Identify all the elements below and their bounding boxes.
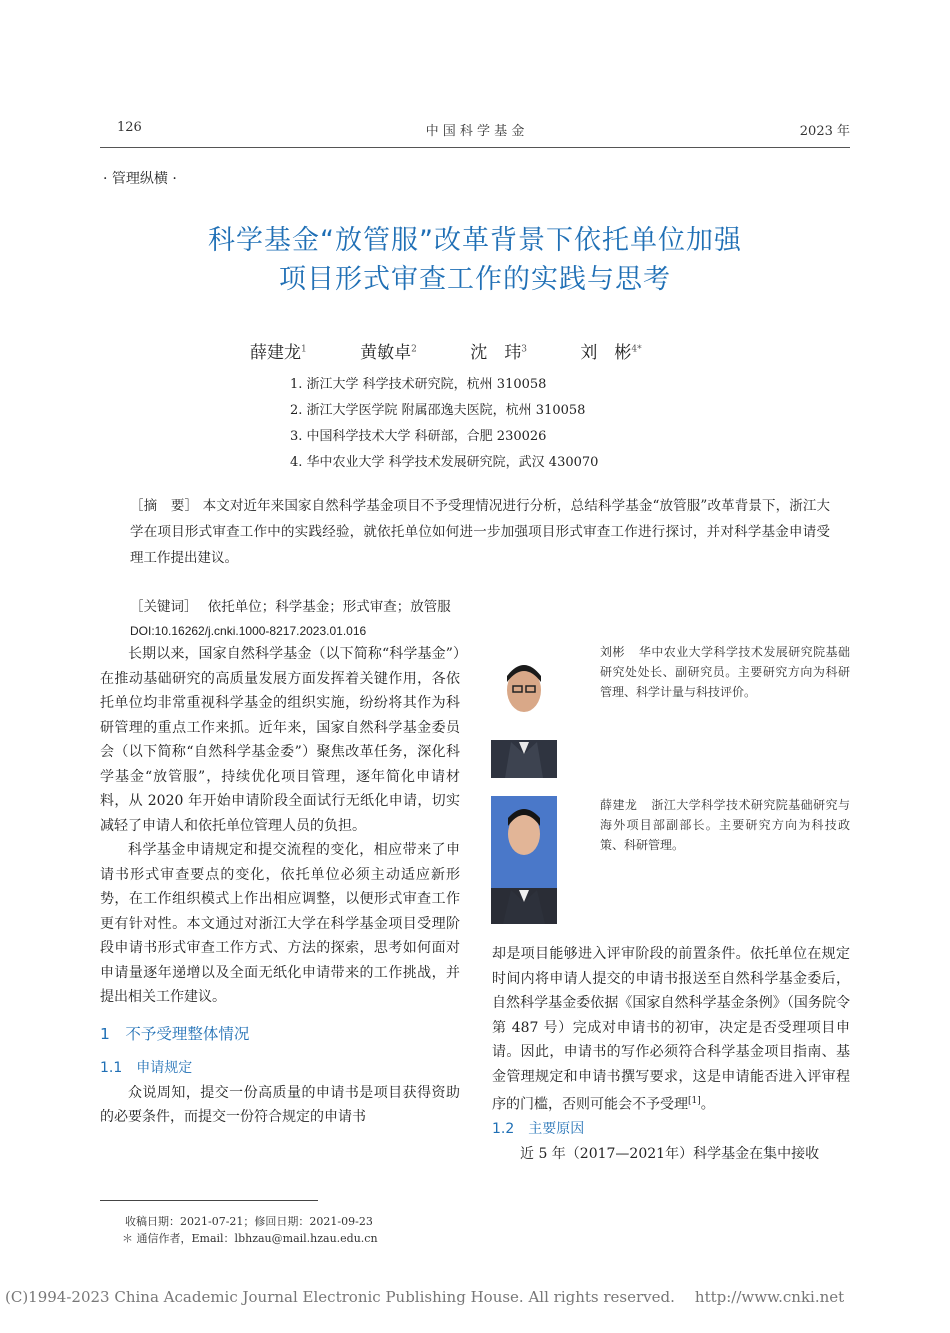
paragraph: 科学基金申请规定和提交流程的变化，相应带来了申请书形式审查要点的变化，依托单位必须主动适应新形势，在工作组织模式上作出相应调整，以便形式审查工作更有针对性。本文通过对浙江大学在科学基金项目受理阶段申请书形式审查工作方式、方法的探索，思考如何面对申请量逐年递增以及全面无纸化申请带来的工作挑战，并提出相关工作建议。 bbox=[100, 842, 460, 1005]
affiliation: 1. 浙江大学 科学技术研究院，杭州 310058 bbox=[290, 377, 547, 392]
journal-year: 2023 年 bbox=[799, 124, 850, 139]
section-heading: 1 不予受理整体情况 bbox=[100, 1024, 250, 1043]
bio-name: 刘彬 bbox=[600, 645, 625, 659]
paragraph: 长期以来，国家自然科学基金（以下简称“科学基金”）在推动基础研究的高质量发展方面发挥着关键作用，各依托单位均非常重视科学基金的组织实施，纷纷将其作为科研管理的重点工作来抓。近年来，国家自然科学基金委员会（以下简称“自然科学基金委”）聚焦改革任务，深化科学基金“放管服”，持续优化项目管理，逐年简化申请材料，从 2020 年开始申请阶段全面试行无纸化申请，切实减轻了申请人和依托单位管理人员的负担。 bbox=[100, 646, 460, 834]
paragraph: 众说周知，提交一份高质量的申请书是项目获得资助的必要条件，而提交一份符合规定的申请书 bbox=[100, 1084, 460, 1125]
cnki-link[interactable]: http://www.cnki.net bbox=[694, 1288, 845, 1306]
copyright-line: (C)1994-2023 China Academic Journal Electronic Publishing House. All rights reserved. http://www.cnki.net bbox=[5, 1288, 845, 1306]
page-number: 126 bbox=[117, 120, 142, 135]
subsection-heading: 1.1 申请规定 bbox=[100, 1060, 193, 1076]
author: 薛建龙$^1$ bbox=[250, 343, 307, 363]
author-photo-liu-bin bbox=[491, 650, 557, 778]
author-list bbox=[250, 338, 690, 363]
abstract bbox=[130, 493, 830, 571]
paragraph: 却是项目能够进入评审阶段的前置条件。依托单位在规定时间内将申请人提交的申请书报送至自然科学基金委后，自然科学基金委依据《国家自然科学基金条例》（国务院令第 487 号）完成对申请书的初审，决定是否受理项目申请。因此，申请书的写作必须符合科学基金项目指南、基金管理规定和申请书撰写要求，这是申请能否进入评审程序的门槛，否则可能会不予受理[1]。 bbox=[492, 946, 850, 1113]
footnote-corresponding: ＊ 通信作者，Email：lbhzau@mail.hzau.edu.cn bbox=[122, 1232, 378, 1245]
affiliation: 3. 中国科学技术大学 科研部，合肥 230026 bbox=[290, 429, 547, 444]
footnote-rule bbox=[100, 1200, 318, 1201]
keywords bbox=[130, 595, 451, 615]
right-column bbox=[492, 942, 850, 1166]
author-photo-xue-jianlong bbox=[491, 796, 557, 924]
journal-name: 中 国 科 学 基 金 bbox=[425, 124, 525, 139]
affiliation: 4. 华中农业大学 科学技术发展研究院，武汉 430070 bbox=[290, 455, 599, 470]
bio-xue-jianlong bbox=[600, 795, 850, 855]
keywords-text: 依托单位；科学基金；形式审查；放管服 bbox=[207, 599, 451, 615]
title-line-1: 科学基金“放管服”改革背景下依托单位加强 bbox=[208, 225, 742, 256]
subsection-heading: 1.2 主要原因 bbox=[492, 1121, 585, 1138]
author: 刘 彬$^{4*}$ bbox=[580, 343, 642, 363]
keywords-label: ［关键词］ bbox=[130, 599, 198, 615]
paragraph: 近 5 年（2017—2021年）科学基金在集中接收 bbox=[520, 1145, 820, 1162]
doi: DOI:10.16262/j.cnki.1000-8217.2023.01.016 bbox=[130, 624, 367, 638]
title-line-2: 项目形式审查工作的实践与思考 bbox=[279, 264, 671, 295]
bio-name: 薛建龙 bbox=[600, 798, 638, 812]
affiliation-list bbox=[290, 372, 598, 476]
bio-text: 浙江大学科学技术研究院基础研究与海外项目部副部长。主要研究方向为科技政策、科研管理。 bbox=[600, 798, 850, 852]
affiliation: 2. 浙江大学医学院 附属邵逸夫医院，杭州 310058 bbox=[290, 403, 586, 418]
bio-text: 华中农业大学科学技术发展研究院基础研究处处长、副研究员。主要研究方向为科研管理、科学计量与科技评价。 bbox=[600, 645, 850, 699]
citation: [1] bbox=[688, 1096, 701, 1106]
abstract-label: ［摘 要］ bbox=[130, 498, 199, 514]
left-column bbox=[100, 642, 460, 1130]
footnote-dates: 收稿日期：2021-07-21；修回日期：2021-09-23 bbox=[125, 1215, 373, 1228]
author: 沈 玮$^3$ bbox=[470, 343, 528, 363]
column-label: · 管理纵横 · bbox=[103, 171, 177, 187]
header-rule bbox=[100, 147, 850, 148]
author: 黄敏卓$^2$ bbox=[360, 343, 417, 363]
bio-liu-bin bbox=[600, 642, 850, 702]
abstract-text: 本文对近年来国家自然科学基金项目不予受理情况进行分析，总结科学基金“放管服”改革背景下，浙江大学在项目形式审查工作中的实践经验，就依托单位如何进一步加强项目形式审查工作进行探讨，并对科学基金申请受理工作提出建议。 bbox=[130, 498, 831, 566]
